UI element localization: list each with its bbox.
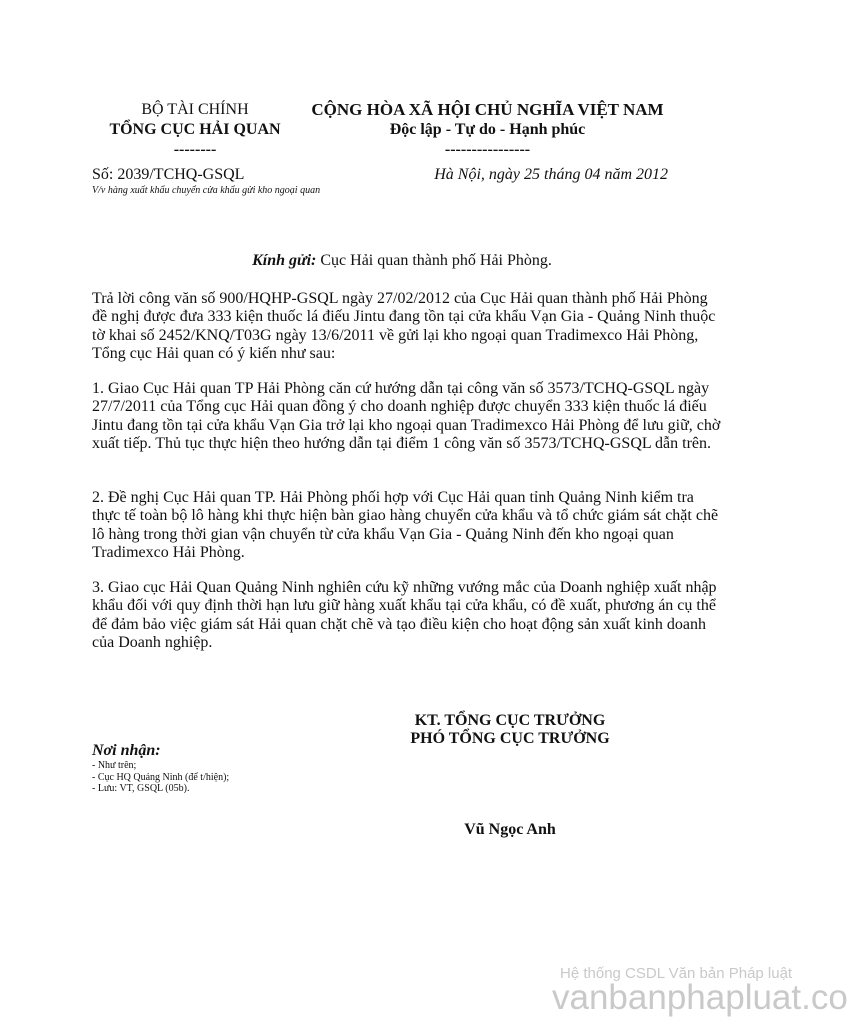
watermark-site: vanbanphapluat.co — [552, 978, 848, 1017]
department-name: TỔNG CỤC HẢI QUAN — [109, 121, 281, 138]
addressee-label: Kính gửi: — [252, 252, 317, 269]
addressee-name: Cục Hải quan thành phố Hải Phòng. — [320, 252, 552, 269]
watermark-caption: Hệ thống CSDL Văn bản Pháp luật — [560, 965, 793, 982]
body-paragraph-3: 3. Giao cục Hải Quan Quảng Ninh nghiên cứu kỹ những vướng mắc của Doanh nghiệp xuất nhập khẩu đối với quy định thời hạn lưu giữ hàng xuất khẩu tại cửa khẩu, có đề xuất, phương án cụ thể để đảm bảo việc giám sát Hải quan chặt chẽ và tạo điều kiện cho hoạt động sản xuất kinh doanh của Doanh nghiệp. — [92, 579, 717, 652]
document-number: Số: 2039/TCHQ-GSQL — [92, 166, 245, 183]
signature-title — [380, 712, 640, 749]
header-right-divider: ---------------- — [444, 141, 531, 158]
date-line: Hà Nội, ngày 25 tháng 04 năm 2012 — [434, 166, 668, 183]
recipient-item: - Lưu: VT, GSQL (05b). — [92, 783, 190, 794]
body-paragraph-intro: Trả lời công văn số 900/HQHP-GSQL ngày 27/02/2012 của Cục Hải quan thành phố Hải Phòng đề nghị được đưa 333 kiện thuốc lá điếu Jintu đang tồn tại cửa khẩu Vạn Gia - Quảng Ninh thuộc tờ khai số 2452/KNQ/T03G ngày 13/6/2011 về gửi lại kho ngoại quan Tradimexco Hải Phòng, Tổng cục Hải quan có ý kiến như sau: — [92, 290, 716, 363]
recipients-list — [92, 760, 229, 795]
addressee-line — [92, 252, 712, 270]
document-subject: V/v hàng xuất khẩu chuyển cửa khẩu gửi kho ngoại quan — [92, 185, 321, 196]
national-title-block — [290, 100, 685, 160]
country-name: CỘNG HÒA XÃ HỘI CHỦ NGHĨA VIỆT NAM — [311, 100, 664, 119]
ministry-name: BỘ TÀI CHÍNH — [141, 101, 249, 118]
header-left-divider: -------- — [173, 141, 217, 158]
recipient-item: - Cục HQ Quảng Ninh (để t/hiện); — [92, 771, 230, 783]
recipient-item: - Như trên; — [92, 760, 137, 771]
signer-name: Vũ Ngọc Anh — [464, 821, 556, 838]
recipients-title: Nơi nhận: — [92, 742, 161, 759]
signature-line-2: PHÓ TỔNG CỤC TRƯỞNG — [410, 730, 610, 748]
body-paragraph-2: 2. Đề nghị Cục Hải quan TP. Hải Phòng phối hợp với Cục Hải quan tỉnh Quảng Ninh kiểm tra thực tế toàn bộ lô hàng khi thực hiện bàn giao hàng chuyển cửa khẩu và tổ chức giám sát chặt chẽ lô hàng trong thời gian vận chuyển từ cửa khẩu Vạn Gia - Quảng Ninh đến kho ngoại quan Tradimexco Hải Phòng. — [92, 489, 719, 562]
national-motto: Độc lập - Tự do - Hạnh phúc — [389, 121, 586, 138]
body-paragraph-1: 1. Giao Cục Hải quan TP Hải Phòng căn cứ hướng dẫn tại công văn số 3573/TCHQ-GSQL ngày 27/7/2011 của Tổng cục Hải quan đồng ý cho doanh nghiệp được chuyển 333 kiện thuốc lá điếu Jintu đang tồn tại cửa khẩu Vạn Gia trở lại kho ngoại quan Tradimexco Hải Phòng để lưu giữ, chờ xuất tiếp. Thủ tục thực hiện theo hướng dẫn tại điểm 1 công văn số 3573/TCHQ-GSQL dẫn trên. — [92, 380, 721, 453]
signature-line-1: KT. TỔNG CỤC TRƯỞNG — [414, 712, 606, 729]
